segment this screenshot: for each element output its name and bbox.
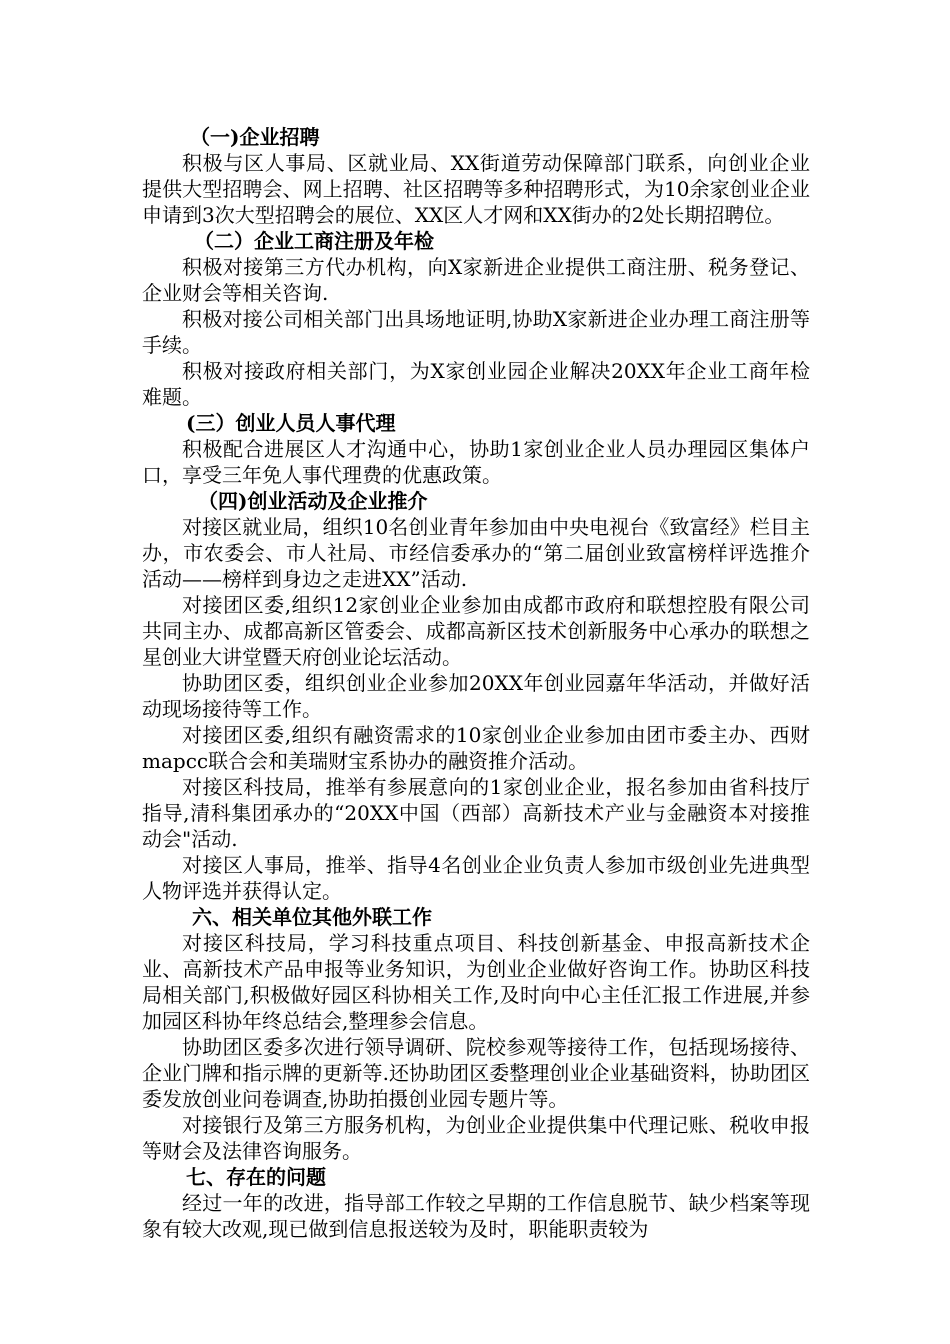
section-heading: （四)创业活动及企业推介 — [198, 489, 428, 513]
section-heading: 七、存在的问题 — [186, 1165, 326, 1189]
paragraph: 积极对接公司相关部门出具场地证明,协助X家新进企业办理工商注册等手续。 — [142, 307, 810, 357]
paragraph: 对接区就业局，组织10名创业青年参加由中央电视台《致富经》栏目主办，市农委会、市人社局、市经信委承办的“第二届创业致富榜样评选推介活动——榜样到身边之走进XX”活动. — [142, 515, 810, 591]
document-body — [142, 124, 810, 1242]
section-heading: 六、相关单位其他外联工作 — [192, 905, 432, 929]
paragraph: 对接区人事局，推举、指导4名创业企业负责人参加市级创业先进典型人物评选并获得认定。 — [142, 853, 810, 903]
paragraph: 协助团区委多次进行领导调研、院校参观等接待工作，包括现场接待、企业门牌和指示牌的更新等.还协助团区委整理创业企业基础资料，协助团区委发放创业问卷调查,协助拍摄创业园专题片等。 — [142, 1035, 810, 1111]
paragraph: 对接区科技局，学习科技重点项目、科技创新基金、申报高新技术企业、高新技术产品申报等业务知识，为创业企业做好咨询工作。协助区科技局相关部门,积极做好园区科协相关工作,及时向中心主任汇报工作进展,并参加园区科协年终总结会,整理参会信息。 — [142, 931, 810, 1033]
paragraph: 积极对接第三方代办机构，向X家新进企业提供工商注册、税务登记、企业财会等相关咨询. — [142, 255, 810, 305]
section-heading: （二）企业工商注册及年检 — [194, 229, 434, 253]
paragraph: 对接区科技局，推举有参展意向的1家创业企业，报名参加由省科技厅指导,清科集团承办的“20XX中国（西部）高新技术产业与金融资本对接推动会"活动. — [142, 775, 810, 851]
paragraph: 对接团区委,组织有融资需求的10家创业企业参加由团市委主办、西财mapcc联合会和美瑞财宝系协办的融资推介活动。 — [142, 723, 810, 773]
paragraph: 积极对接政府相关部门，为X家创业园企业解决20XX年企业工商年检难题。 — [142, 359, 810, 409]
section-heading: （一)企业招聘 — [190, 125, 320, 149]
paragraph: 经过一年的改进，指导部工作较之早期的工作信息脱节、缺少档案等现象有较大改观,现已做到信息报送较为及时，职能职责较为 — [142, 1191, 810, 1241]
paragraph: 协助团区委，组织创业企业参加20XX年创业园嘉年华活动，并做好活动现场接待等工作。 — [142, 671, 810, 721]
paragraph: 积极与区人事局、区就业局、XX街道劳动保障部门联系，向创业企业提供大型招聘会、网上招聘、社区招聘等多种招聘形式，为10余家创业企业申请到3次大型招聘会的展位、XX区人才网和XX街办的2处长期招聘位。 — [142, 151, 810, 227]
paragraph: 对接团区委,组织12家创业企业参加由成都市政府和联想控股有限公司共同主办、成都高新区管委会、成都高新区技术创新服务中心承办的联想之星创业大讲堂暨天府创业论坛活动。 — [142, 593, 810, 669]
paragraph: 对接银行及第三方服务机构，为创业企业提供集中代理记账、税收申报等财会及法律咨询服务。 — [142, 1113, 810, 1163]
section-heading: (三）创业人员人事代理 — [186, 411, 396, 435]
paragraph: 积极配合进展区人才沟通中心，协助1家创业企业人员办理园区集体户口，享受三年免人事代理费的优惠政策。 — [142, 437, 810, 487]
